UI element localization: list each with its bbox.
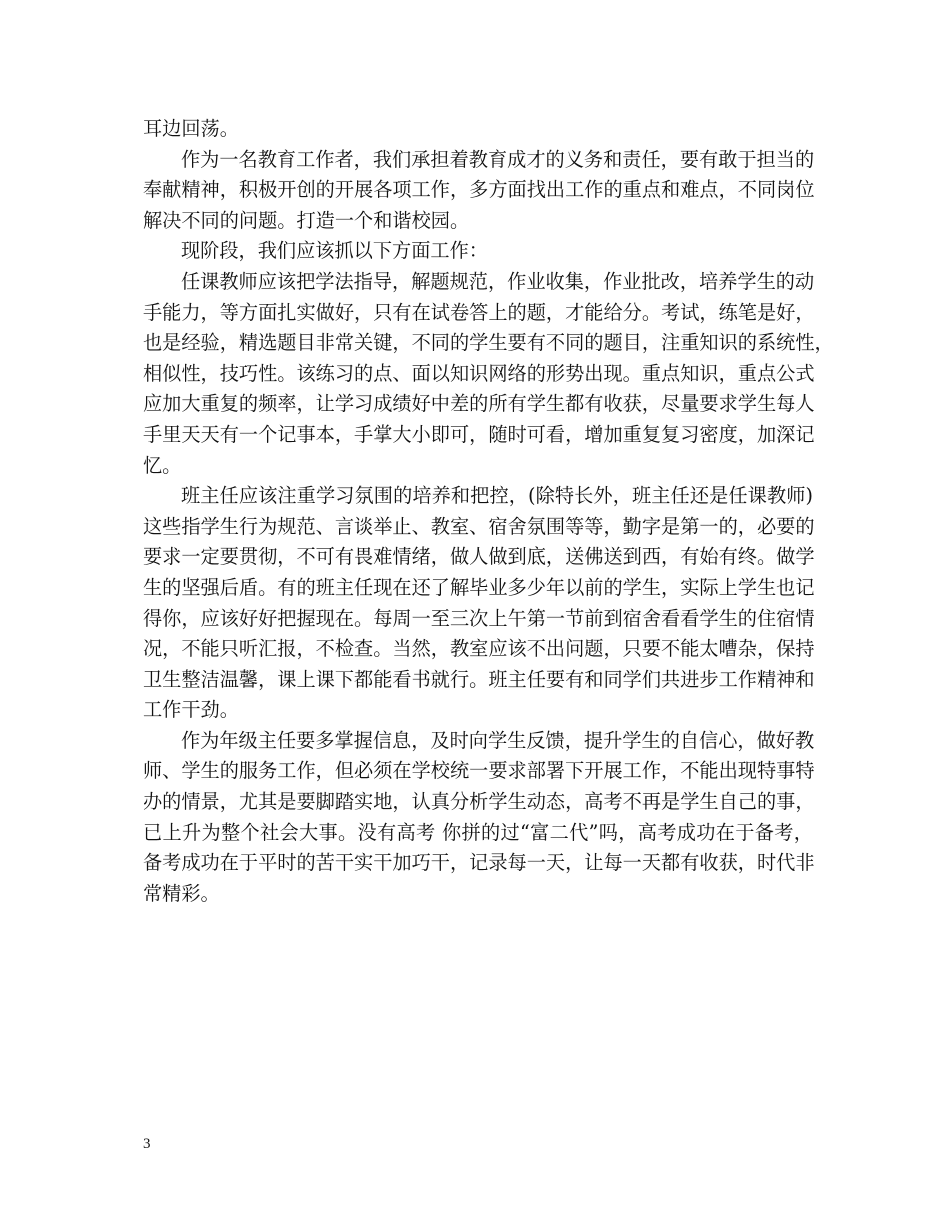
- paragraph-line: 任课教师应该把学法指导，解题规范，作业收集，作业批改，培养学生的动: [181, 269, 815, 293]
- paragraph-line: 相似性，技巧性。该练习的点、面以知识网络的形势出现。重点知识，重点公式: [143, 361, 815, 385]
- paragraph-line: 也是经验，精选题目非常关键，不同的学生要有不同的题目，注重知识的系统性，: [143, 331, 834, 355]
- paragraph-line: 现阶段，我们应该抓以下方面工作：: [181, 239, 488, 263]
- paragraph-line: 生的坚强后盾。有的班主任现在还了解毕业多少年以前的学生，实际上学生也记: [143, 575, 815, 599]
- paragraph-line: 忆。: [143, 453, 182, 477]
- paragraph-line: 卫生整洁温馨，课上课下都能看书就行。班主任要有和同学们共进步工作精神和: [143, 667, 815, 691]
- paragraph-line: 工作干劲。: [143, 698, 239, 722]
- paragraph-line: 已上升为整个社会大事。没有高考 你拼的过“富二代”吗，高考成功在于备考，: [143, 820, 813, 844]
- paragraph-line: 解决不同的问题。打造一个和谐校园。: [143, 208, 470, 232]
- paragraph-line: 耳边回荡。: [143, 117, 239, 140]
- paragraph-line: 况，不能只听汇报，不检查。当然，教室应该不出问题，只要不能太嘈杂，保持: [143, 637, 815, 661]
- paragraph-line: 作为年级主任要多掌握信息，及时向学生反馈，提升学生的自信心，做好教: [181, 728, 815, 752]
- paragraph-line: 班主任应该注重学习氛围的培养和把控，(除特长外，班主任还是任课教师): [181, 484, 813, 508]
- document-body: [143, 114, 834, 909]
- paragraph-line: 常精彩。: [143, 881, 220, 905]
- paragraph-line: 应加大重复的频率，让学习成绩好中差的所有学生都有收获，尽量要求学生每人: [143, 392, 815, 416]
- paragraph-line: 手能力，等方面扎实做好，只有在试卷答上的题，才能给分。考试，练笔是好，: [143, 300, 815, 324]
- paragraph-line: 办的情景，尤其是要脚踏实地，认真分析学生动态，高考不再是学生自己的事，: [143, 790, 815, 814]
- paragraph-line: 手里天天有一个记事本，手掌大小即可，随时可看，增加重复复习密度，加深记: [143, 422, 815, 446]
- paragraph-line: 备考成功在于平时的苦干实干加巧干，记录每一天，让每一天都有收获，时代非: [143, 851, 815, 875]
- paragraph-line: 要求一定要贯彻，不可有畏难情绪，做人做到底，送佛送到西，有始有终。做学: [143, 545, 815, 569]
- paragraph-line: 作为一名教育工作者，我们承担着教育成才的义务和责任，要有敢于担当的: [181, 147, 815, 171]
- paragraph-line: 这些指学生行为规范、言谈举止、教室、宿舍氛围等等，勤字是第一的，必要的: [143, 514, 815, 538]
- page-number: 3: [143, 1136, 151, 1152]
- paragraph-line: 奉献精神，积极开创的开展各项工作，多方面找出工作的重点和难点，不同岗位: [143, 178, 815, 202]
- paragraph-line: 师、学生的服务工作，但必须在学校统一要求部署下开展工作，不能出现特事特: [143, 759, 815, 783]
- paragraph-line: 得你，应该好好把握现在。每周一至三次上午第一节前到宿舍看看学生的住宿情: [143, 606, 815, 630]
